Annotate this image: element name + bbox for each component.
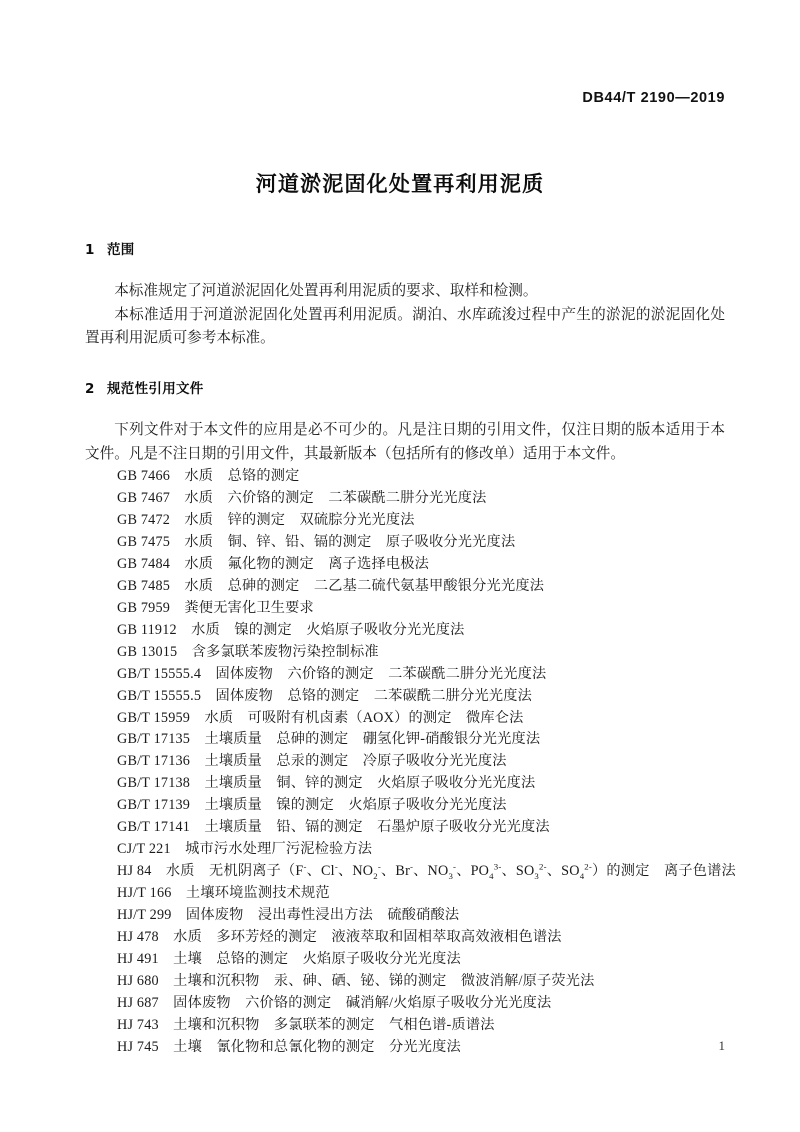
reference-text: HJ 680 土壤和沉积物 汞、砷、硒、铋、锑的测定 微波消解/原子荧光法: [117, 972, 595, 989]
reference-text: GB 13015 含多氯联苯废物污染控制标准: [117, 643, 379, 660]
reference-text: HJ 743 土壤和沉积物 多氯联苯的测定 气相色谱-质谱法: [117, 1016, 495, 1033]
ion-superscript: -: [303, 861, 307, 872]
reference-list-item: [85, 817, 725, 839]
reference-text: HJ/T 299 固体废物 浸出毒性浸出方法 硫酸硝酸法: [117, 906, 460, 923]
reference-list-item: [85, 576, 725, 598]
document-body: [85, 238, 736, 1059]
reference-list-item: [85, 839, 725, 861]
ion-superscript: 3-: [493, 861, 502, 872]
reference-list-item: [85, 773, 725, 795]
reference-list-item: [85, 488, 725, 510]
section-heading-1: [85, 238, 725, 258]
reference-text: HJ 491 土壤 总铬的测定 火焰原子吸收分光光度法: [117, 950, 461, 967]
reference-list-item: [85, 993, 725, 1015]
reference-list-item: [85, 795, 725, 817]
ion-subscript: 3: [534, 870, 540, 881]
reference-text: HJ 478 水质 多环芳烃的测定 液液萃取和固相萃取高效液相色谱法: [117, 928, 562, 945]
reference-list-item: [85, 598, 725, 620]
footer-page-number: 1: [718, 1038, 725, 1053]
reference-list-item: [85, 620, 725, 642]
reference-text: CJ/T 221 城市污水处理厂污泥检验方法: [117, 841, 373, 858]
reference-list-item: [85, 554, 725, 576]
reference-list-item: [85, 1015, 725, 1037]
ion-subscript: 4: [579, 870, 585, 881]
normative-reference-list: [85, 466, 736, 1058]
ion-superscript: -: [410, 861, 414, 872]
running-header: [85, 90, 725, 106]
reference-text: GB/T 17141 土壤质量 铅、镉的测定 石墨炉原子吸收分光光度法: [117, 819, 550, 836]
reference-list-item: [85, 708, 725, 730]
reference-list-item: [85, 883, 725, 905]
section-number-1: 1: [85, 242, 95, 258]
reference-text: GB/T 17136 土壤质量 总汞的测定 冷原子吸收分光光度法: [117, 753, 507, 770]
ion-superscript: 2-: [584, 861, 593, 872]
reference-list-item: [85, 729, 725, 751]
section-1-paragraph-2: 本标准适用于河道淤泥固化处置再利用泥质。湖泊、水库疏浚过程中产生的淤泥的淤泥固化处置再利用泥质可参考本标准。: [85, 306, 725, 347]
reference-text: HJ 687 固体废物 六价铬的测定 碱消解/火焰原子吸收分光光度法: [117, 994, 552, 1011]
reference-list-item: [85, 927, 725, 949]
reference-list-item: [85, 510, 725, 532]
standard-code: DB44/T 2190—2019: [582, 90, 725, 106]
reference-text: GB/T 17138 土壤质量 铜、锌的测定 火焰原子吸收分光光度法: [117, 775, 536, 792]
section-2-paragraph-1: 下列文件对于本文件的应用是必不可少的。凡是注日期的引用文件，仅注日期的版本适用于本文件。凡是不注日期的引用文件，其最新版本（包括所有的修改单）适用于本文件。: [85, 421, 725, 462]
reference-text: GB 7485 水质 总砷的测定 二乙基二硫代氨基甲酸银分光光度法: [117, 577, 545, 594]
reference-text: HJ 84 水质 无机阴离子（F-、Cl-、$NO_2^-$、Br-、$NO_3^-$、$PO_4^{3-}$、$SO_3^{2-}$、$SO_4^{2-}$）的测定 离子色谱法: [117, 861, 736, 881]
reference-list-item: [85, 971, 725, 993]
ion-superscript: 2-: [539, 861, 547, 872]
reference-text: GB/T 17135 土壤质量 总砷的测定 硼氢化钾-硝酸银分光光度法: [117, 731, 541, 748]
section-heading-2: [85, 377, 725, 397]
ion-subscript: 2: [373, 870, 378, 881]
reference-text: GB/T 15555.4 固体废物 六价铬的测定 二苯碳酰二肼分光光度法: [117, 665, 547, 682]
section-title-2: 规范性引用文件: [107, 380, 204, 397]
reference-text: HJ 745 土壤 氰化物和总氰化物的测定 分光光度法: [117, 1038, 461, 1055]
reference-text: GB 11912 水质 镍的测定 火焰原子吸收分光光度法: [117, 621, 465, 638]
reference-text: GB 7475 水质 铜、锌、铅、镉的测定 原子吸收分光光度法: [117, 534, 516, 551]
reference-text: GB 7472 水质 锌的测定 双硫腙分光光度法: [117, 512, 415, 529]
reference-list-item: [85, 642, 725, 664]
reference-list-item: [85, 751, 725, 773]
reference-text: GB/T 15959 水质 可吸附有机卤素（AOX）的测定 微库仑法: [117, 709, 524, 726]
section-title-1: 范围: [107, 242, 135, 258]
reference-text: GB 7466 水质 总铬的测定: [117, 468, 300, 485]
reference-list-item: [85, 949, 725, 971]
reference-list-item: [85, 664, 725, 686]
reference-text: GB/T 15555.5 固体废物 总铬的测定 二苯碳酰二肼分光光度法: [117, 687, 533, 704]
ion-subscript: 4: [489, 870, 494, 881]
reference-list-item-hj84: [85, 861, 736, 883]
reference-list-item: [85, 466, 725, 488]
section-number-2: 2: [85, 380, 95, 397]
reference-text: GB 7484 水质 氟化物的测定 离子选择电极法: [117, 555, 430, 572]
page-title: 河道淤泥固化处置再利用泥质: [255, 172, 545, 196]
ion-superscript: -: [334, 861, 338, 872]
ion-subscript: 3: [448, 870, 454, 881]
reference-list-item: [85, 686, 725, 708]
reference-list-item: [85, 905, 725, 927]
reference-text: GB/T 17139 土壤质量 镍的测定 火焰原子吸收分光光度法: [117, 797, 507, 814]
reference-text: HJ/T 166 土壤环境监测技术规范: [117, 885, 330, 902]
reference-list-item: [85, 532, 725, 554]
reference-text: GB 7467 水质 六价铬的测定 二苯碳酰二肼分光光度法: [117, 490, 487, 507]
ion-superscript: -: [453, 861, 457, 872]
section-1-paragraph-1: 本标准规定了河道淤泥固化处置再利用泥质的要求、取样和检测。: [114, 283, 538, 299]
ion-superscript: -: [377, 861, 382, 872]
reference-text: GB 7959 粪便无害化卫生要求: [117, 599, 314, 616]
